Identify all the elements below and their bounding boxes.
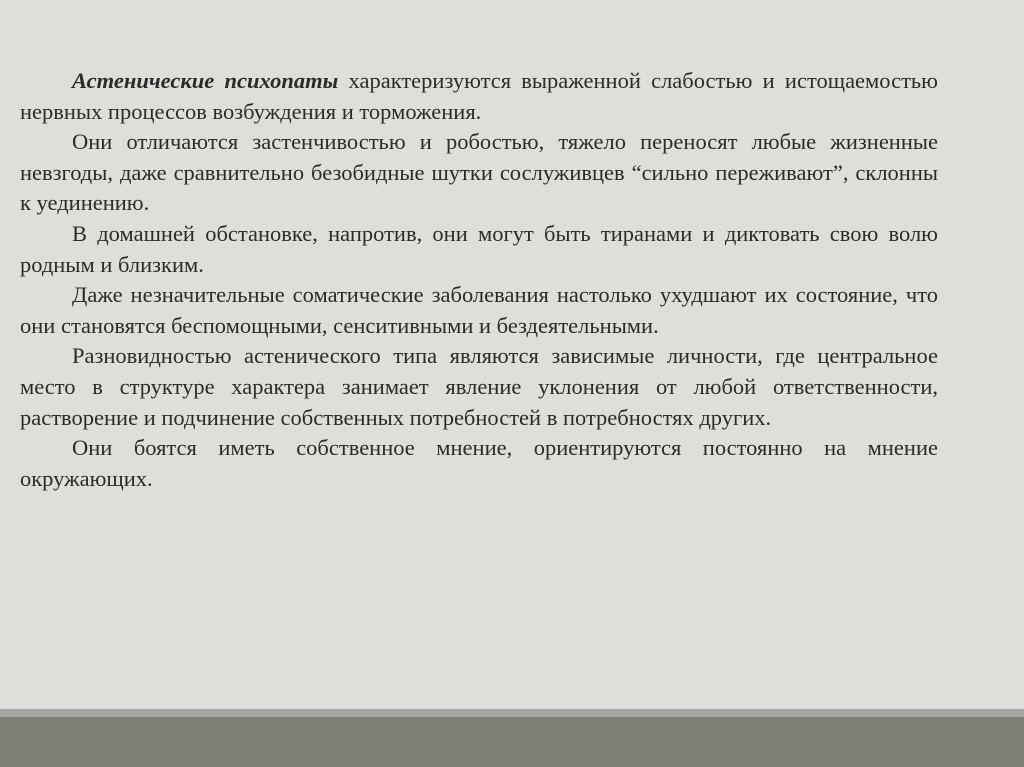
footer-stripe (0, 709, 1024, 717)
paragraph-somatic-illness (20, 280, 938, 341)
paragraph-text: характеризуются выраженной слабостью и истощаемостью нервных процессов возбуждения и торможения. (20, 68, 938, 124)
key-term: Астенические психопаты (72, 68, 339, 93)
paragraph-shyness (20, 127, 938, 219)
paragraph-asthenic-definition (20, 66, 938, 127)
paragraph-text: Разновидностью астенического типа являются зависимые личности, где центральное место в структуре характера занимает явление уклонения от любой ответственности, растворение и подчинение собственных потребностей в потребностях других. (20, 343, 938, 430)
paragraph-dependent-personalities (20, 341, 938, 433)
paragraph-opinion (20, 433, 938, 494)
paragraph-text: Даже незначительные соматические заболевания настолько ухудшают их состояние, что они становятся беспомощными, сенситивными и бездеятельными. (20, 282, 938, 338)
slide-body-text (20, 66, 938, 494)
paragraph-text: Они боятся иметь собственное мнение, ориентируются постоянно на мнение окружающих. (20, 435, 938, 491)
paragraph-text: В домашней обстановке, напротив, они могут быть тиранами и диктовать свою волю родным и близким. (20, 220, 938, 277)
paragraph-home-tyranny (20, 219, 938, 280)
footer-band (0, 717, 1024, 767)
paragraph-text: Они отличаются застенчивостью и робостью, тяжело переносят любые жизненные невзгоды, даже сравнительно безобидные шутки сослуживцев “сильно переживают”, склонны к уединению. (20, 129, 938, 216)
